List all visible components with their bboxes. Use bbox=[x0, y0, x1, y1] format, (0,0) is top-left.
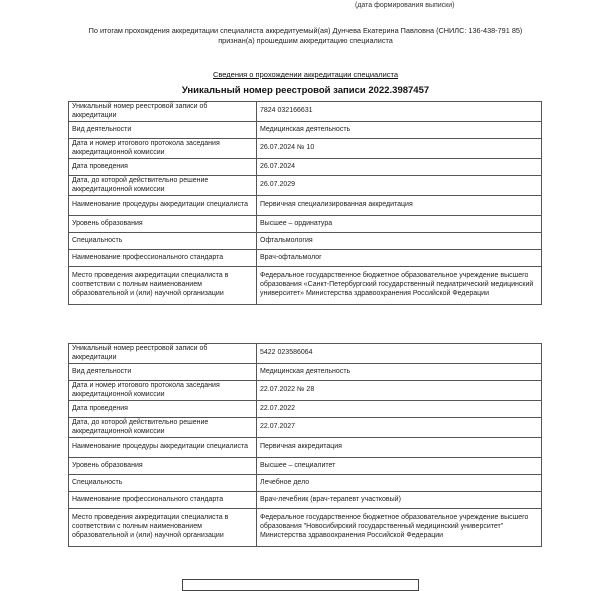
table-row bbox=[69, 159, 542, 176]
row-label: Специальность bbox=[69, 475, 257, 492]
row-value: Федеральное государственное бюджетное образовательное учреждение высшего образования "Новосибирский государственный медицинский университет" Министерства здравоохранения Российской Федерации bbox=[257, 509, 542, 547]
table-row bbox=[69, 176, 542, 196]
row-label: Уникальный номер реестровой записи об аккредитации bbox=[69, 344, 257, 364]
row-value: 26.07.2024 № 10 bbox=[257, 139, 542, 159]
table-row bbox=[69, 196, 542, 216]
row-label: Наименование процедуры аккредитации специалиста bbox=[69, 196, 257, 216]
table-row bbox=[69, 438, 542, 458]
next-table-edge bbox=[182, 579, 419, 591]
row-label: Дата и номер итогового протокола заседания аккредитационной комиссии bbox=[69, 139, 257, 159]
row-value: Врач-лечебник (врач-терапевт участковый) bbox=[257, 492, 542, 509]
table-row bbox=[69, 216, 542, 233]
row-label: Место проведения аккредитации специалиста в соответствии с полным наименованием образовательной и (или) научной организации bbox=[69, 267, 257, 305]
row-label: Наименование процедуры аккредитации специалиста bbox=[69, 438, 257, 458]
table-row bbox=[69, 458, 542, 475]
table-row bbox=[69, 401, 542, 418]
accreditation-table-1 bbox=[68, 101, 542, 305]
table-row bbox=[69, 475, 542, 492]
row-label: Дата, до которой действительно решение аккредитационной комиссии bbox=[69, 418, 257, 438]
section-title: Сведения о прохождении аккредитации специалиста bbox=[212, 70, 399, 79]
row-label: Уровень образования bbox=[69, 458, 257, 475]
table-row bbox=[69, 364, 542, 381]
row-value: 26.07.2029 bbox=[257, 176, 542, 196]
row-value: Высшее – специалитет bbox=[257, 458, 542, 475]
row-value: 7824 032166631 bbox=[257, 102, 542, 122]
row-label: Дата, до которой действительно решение аккредитационной комиссии bbox=[69, 176, 257, 196]
row-value: Первичная специализированная аккредитация bbox=[257, 196, 542, 216]
row-label: Место проведения аккредитации специалиста в соответствии с полным наименованием образовательной и (или) научной организации bbox=[69, 509, 257, 547]
intro-text bbox=[0, 26, 611, 46]
row-label: Вид деятельности bbox=[69, 364, 257, 381]
row-value: 22.07.2027 bbox=[257, 418, 542, 438]
registry-title: Уникальный номер реестровой записи 2022.3987457 bbox=[181, 85, 430, 96]
row-value: Высшее – ординатура bbox=[257, 216, 542, 233]
row-value: Федеральное государственное бюджетное образовательное учреждение высшего образования «Санкт-Петербургский государственный педиатрический медицинский университет» Министерства здравоохранения Российской Федерации bbox=[257, 267, 542, 305]
row-value: Лечебное дело bbox=[257, 475, 542, 492]
row-value: 22.07.2022 № 28 bbox=[257, 381, 542, 401]
table-row bbox=[69, 344, 542, 364]
date-caption: (дата формирования выписки) bbox=[355, 2, 455, 9]
table-row bbox=[69, 509, 542, 547]
row-value: Медицинская деятельность bbox=[257, 122, 542, 139]
intro-line-1: По итогам прохождения аккредитации специалиста аккредитуемый(ая) Дунчева Екатерина Павловна (СНИЛС: 136-438-791 85) bbox=[88, 26, 523, 35]
row-value: 26.07.2024 bbox=[257, 159, 542, 176]
table-row bbox=[69, 492, 542, 509]
row-label: Дата и номер итогового протокола заседания аккредитационной комиссии bbox=[69, 381, 257, 401]
table-row bbox=[69, 122, 542, 139]
row-label: Дата проведения bbox=[69, 401, 257, 418]
table-row bbox=[69, 139, 542, 159]
table-row bbox=[69, 233, 542, 250]
table-row bbox=[69, 418, 542, 438]
table-row bbox=[69, 250, 542, 267]
row-label: Наименование профессионального стандарта bbox=[69, 250, 257, 267]
row-value: Медицинская деятельность bbox=[257, 364, 542, 381]
row-value: Офтальмология bbox=[257, 233, 542, 250]
row-label: Наименование профессионального стандарта bbox=[69, 492, 257, 509]
row-label: Дата проведения bbox=[69, 159, 257, 176]
row-value: Врач-офтальмолог bbox=[257, 250, 542, 267]
table-row bbox=[69, 267, 542, 305]
row-label: Уровень образования bbox=[69, 216, 257, 233]
row-label: Уникальный номер реестровой записи об аккредитации bbox=[69, 102, 257, 122]
row-value: 5422 023586064 bbox=[257, 344, 542, 364]
table-row bbox=[69, 102, 542, 122]
table-row bbox=[69, 381, 542, 401]
row-value: Первичная аккредитация bbox=[257, 438, 542, 458]
row-label: Вид деятельности bbox=[69, 122, 257, 139]
row-value: 22.07.2022 bbox=[257, 401, 542, 418]
row-label: Специальность bbox=[69, 233, 257, 250]
accreditation-table-2 bbox=[68, 343, 542, 547]
intro-line-2: признан(а) прошедшим аккредитацию специалиста bbox=[218, 36, 393, 45]
